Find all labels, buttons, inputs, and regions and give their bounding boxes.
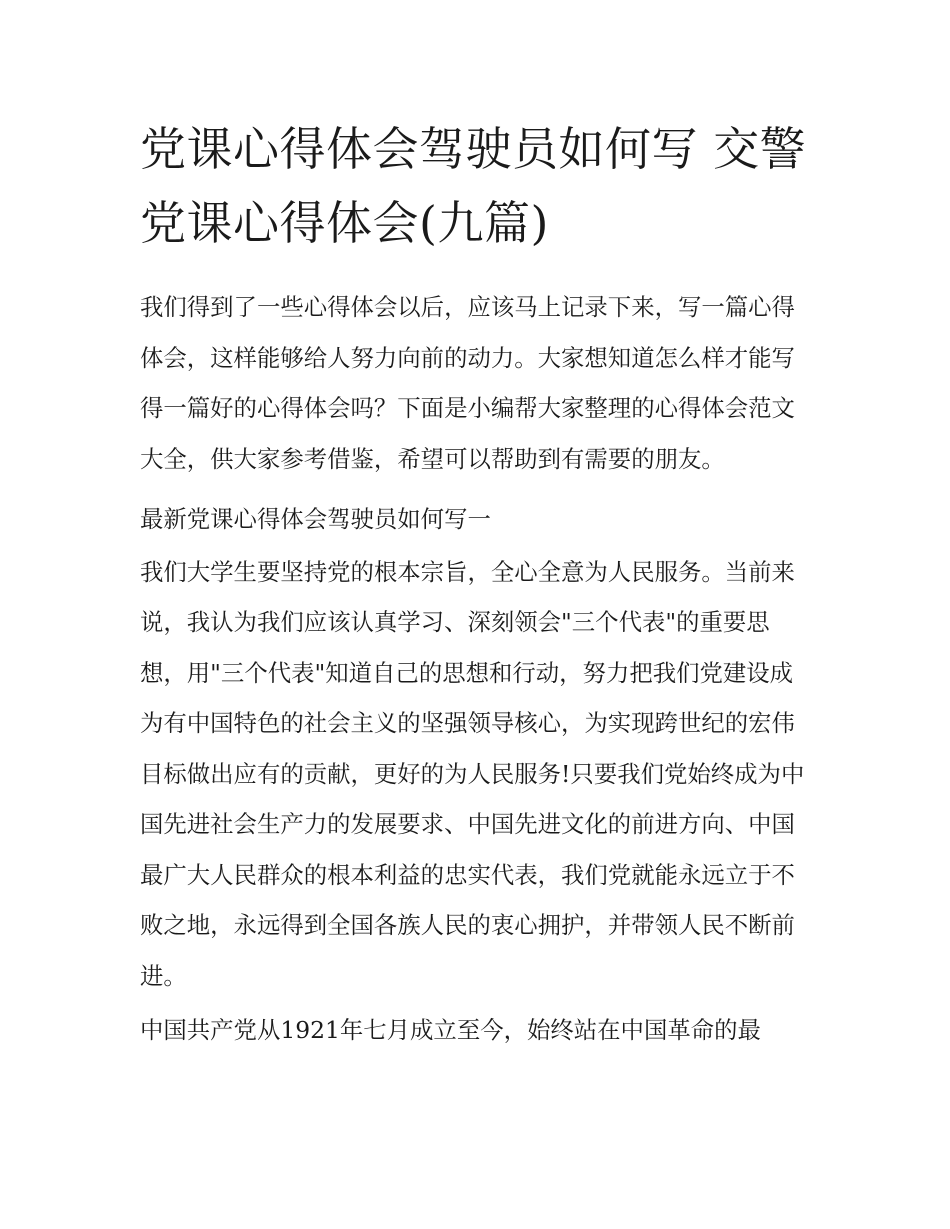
document-title: 党课心得体会驾驶员如何写 交警党课心得体会(九篇) <box>140 122 807 250</box>
document-body <box>140 112 815 1056</box>
section-heading: 最新党课心得体会驾驶员如何写一 <box>140 505 491 533</box>
body-paragraph: 我们大学生要坚持党的根本宗旨，全心全意为人民服务。当前来说，我认为我们应该认真学习、深刻领会"三个代表"的重要思想，用"三个代表"知道自己的思想和行动，努力把我们党建设成为有中国特色的社会主义的坚强领导核心，为实现跨世纪的宏伟目标做出应有的贡献，更好的为人民服务!只要我们党始终成为中国先进社会生产力的发展要求、中国先进文化的前进方向、中国最广大人民群众的根本利益的忠实代表，我们党就能永远立于不败之地，永远得到全国各族人民的衷心拥护，并带领人民不断前进。 <box>140 557 805 990</box>
intro-paragraph: 我们得到了一些心得体会以后，应该马上记录下来，写一篇心得体会，这样能够给人努力向前的动力。大家想知道怎么样才能写得一篇好的心得体会吗？下面是小编帮大家整理的心得体会范文大全，供大家参考借鉴，希望可以帮助到有需要的朋友。 <box>140 293 795 473</box>
body-paragraph: 中国共产党从1921年七月成立至今，始终站在中国革命的最 <box>140 1016 761 1044</box>
